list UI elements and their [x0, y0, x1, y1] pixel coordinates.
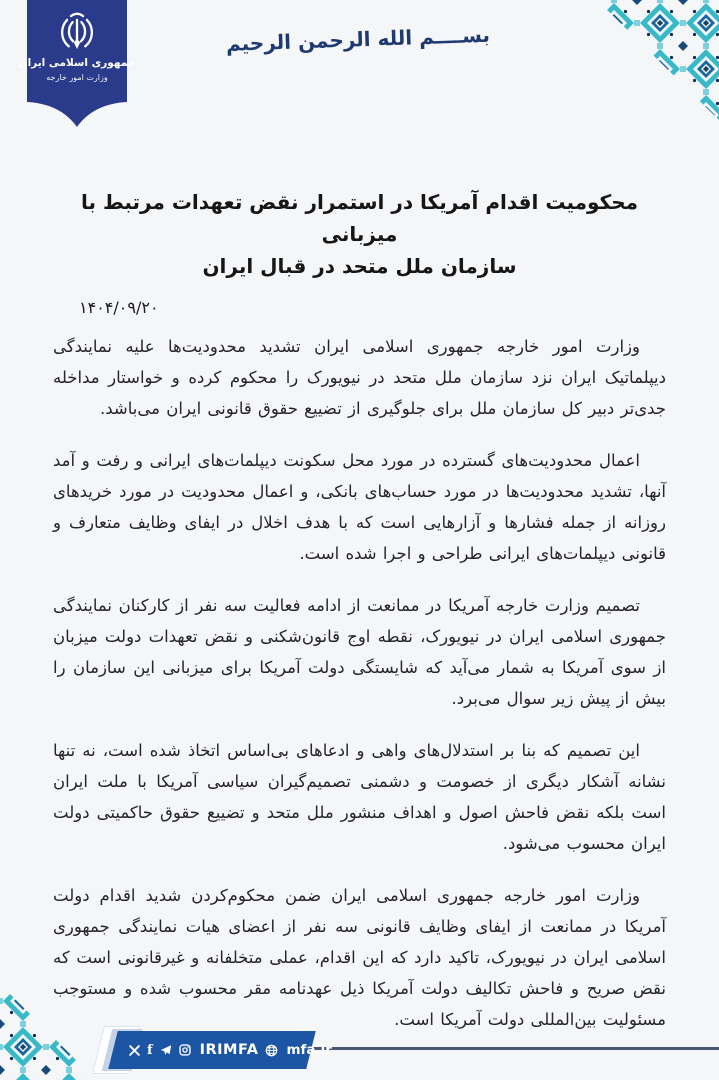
title-line-1: محکومیت اقدام آمریکا در استمرار نقض تعهدات مرتبط با میزبانی: [80, 190, 639, 246]
footer-content: [113, 1031, 332, 1069]
social-handle[interactable]: IRIMFA: [199, 1042, 259, 1058]
statement-date: ۱۴۰۴/۰۹/۲۰: [79, 298, 159, 317]
facebook-icon[interactable]: f: [147, 1042, 153, 1058]
statement-title: [53, 186, 666, 282]
paragraph-1: وزارت امور خارجه جمهوری اسلامی ایران تشدید محدودیت‌ها علیه نمایندگی دیپلماتیک ایران نزد سازمان ملل متحد در نیویورک را محکوم کرده و خواستار مداخله جدی‌تر دبیر کل سازمان ملل برای جلوگیری از تضییع حقوق قانونی ایران می‌باشد.: [53, 337, 666, 419]
logo-content: [18, 0, 136, 130]
telegram-icon[interactable]: [160, 1044, 172, 1057]
iran-emblem-icon: [55, 10, 99, 54]
title-line-2: سازمان ملل متحد در قبال ایران: [202, 254, 517, 278]
instagram-icon[interactable]: [179, 1044, 191, 1057]
paragraph-4: این تصمیم که بنا بر استدلال‌های واهی و ادعاهای بی‌اساس اتخاذ شده است، نه تنها نشانه آشکار دیگری از خصومت و دشمنی تصمیم‌گیران سیاسی آمریکا با ملت ایران است بلکه نقض فاحش اصول و اهداف منشور ملل متحد و تضییع حقوق حاکمیتی دولت ایران محسوب می‌شود.: [53, 741, 666, 854]
logo-country-name: جمهوری اسلامی ایران: [18, 57, 136, 69]
statement-body: [0, 186, 719, 1056]
globe-icon: [265, 1044, 278, 1057]
paragraphs: [53, 331, 666, 1035]
paragraph-3: تصمیم وزارت خارجه آمریکا در ممانعت از ادامه فعالیت سه نفر از کارکنان نمایندگی جمهوری اسلامی ایران در نیویورک، نقطه اوج قانون‌شکنی و نقض تعهدات دولت میزبان از سوی آمریکا به شمار می‌آید که شایستگی دولت آمریکا برای میزبانی این سازمان را بیش از پیش زیر سوال می‌برد.: [53, 596, 666, 709]
footer-social-banner: [113, 1031, 332, 1069]
mosaic-ornament-top-right: [591, 0, 719, 126]
paragraph-2: اعمال محدودیت‌های گسترده در مورد محل سکونت دیپلمات‌های ایرانی و رفت و آمد آنها، تشدید محدودیت‌ها در مورد حساب‌های بانکی، و اعمال محدودیت در مورد خریدهای روزانه از جمله فشارها و آزارهایی است که با هدف اخلال در ایفای وظایف متعارف و قانونی دیپلمات‌های ایرانی طراحی و اجرا شده است.: [53, 451, 666, 564]
paragraph-5: وزارت امور خارجه جمهوری اسلامی ایران ضمن محکوم‌کردن شدید اقدام دولت آمریکا در ممانعت از ایفای وظایف قانونی سه نفر از اعضای هیات نمایندگی جمهوری اسلامی ایران در نیویورک، تاکید دارد که این اقدام، عملی متخلفانه و غیرقانونی است که نقض صریح و فاحش تکالیف دولت آمریکا ذیل عهدنامه مقر محسوب شده و مستوجب مسئولیت بین‌المللی دولت آمریکا است.: [53, 886, 666, 1030]
logo-ministry-name: وزارت امور خارجه: [46, 73, 108, 82]
bismillah-calligraphy: بســــم الله الرحمن الرحیم: [225, 22, 491, 56]
footer-divider-line: [296, 1047, 719, 1050]
website-link[interactable]: mfa.ir: [286, 1042, 332, 1058]
x-icon[interactable]: [129, 1044, 140, 1057]
mfa-logo-banner: [18, 0, 136, 130]
